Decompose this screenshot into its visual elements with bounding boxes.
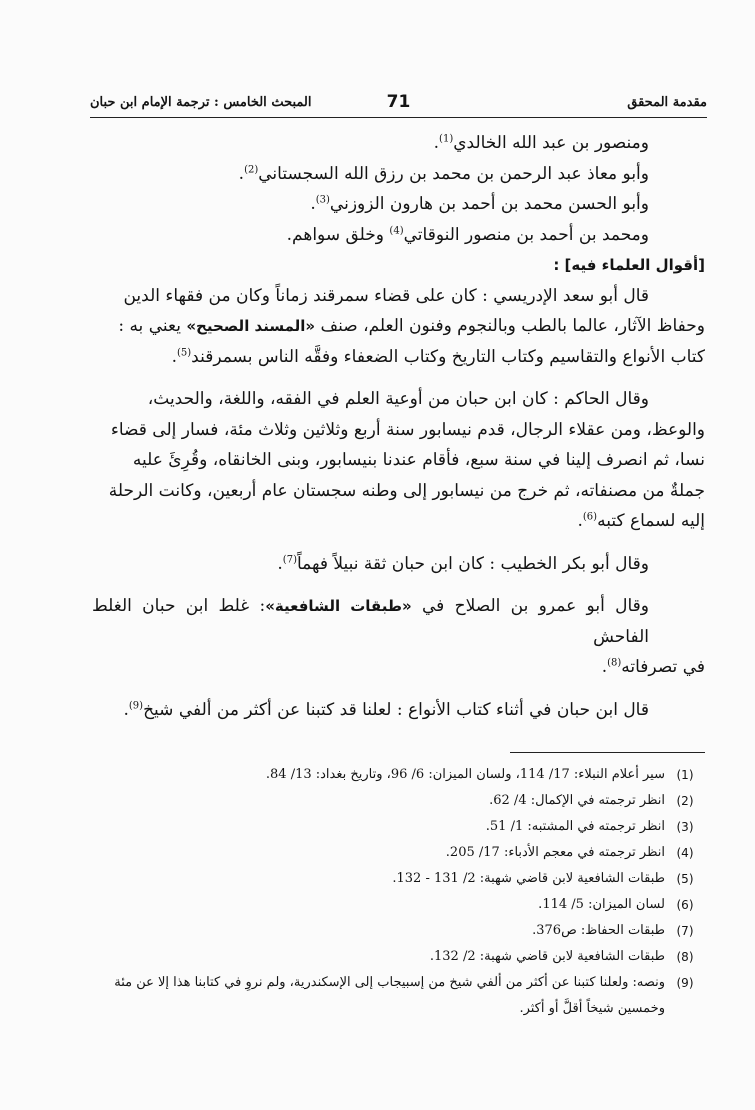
footnote-ref: (3) (315, 194, 330, 206)
text-line: وقال الحاكم : كان ابن حبان من أوعية العلم في الفقه، واللغة، والحديث، (147, 389, 649, 409)
paragraph-ibn-salah (92, 591, 705, 683)
footnote-ref: (8) (607, 657, 622, 669)
footnote: (7) طبقات الحفاظ: ص376. (532, 923, 694, 938)
text-line: وأبو معاذ عبد الرحمن بن محمد بن رزق الله السجستاني$^{(2)}$. (238, 163, 649, 184)
text-line: والوعظ، ومن عقلاء الرجال، قدم نيسابور سنة أربع وثلاثين وثلاث مئة، فسار إلى قضاء (110, 419, 705, 440)
book-title: «طبقات الشافعية» (265, 597, 412, 615)
footnote-ref: (5) (176, 346, 192, 358)
text-line: ومحمد بن أحمد بن منصور النوقاتي$^{(4)}$ وخلق سواهم. (286, 224, 649, 245)
paragraph-khatib: وقال أبو بكر الخطيب : كان ابن حبان ثقة نبيلاً فهماً$^{(7)}$. (277, 553, 649, 574)
footnote: (6) لسان الميزان: 5/ 114. (538, 897, 694, 912)
footnote-ref: (1) (439, 133, 454, 145)
footnote-ref: (7) (282, 553, 297, 565)
text-line: جملةٌ من مصنفاته، ثم خرج من نيسابور إلى وطنه سجستان عام أربعين، وكانت الرحلة (108, 480, 705, 501)
paragraph-ibn-hibban: قال ابن حبان في أثناء كتاب الأنواع : لعلنا قد كتبنا عن أكثر من ألفي شيخ$^{(9)}$. (123, 699, 649, 720)
text-line: في تصرفاته$^{(8)}$. (601, 657, 705, 677)
footnote: (8) طبقات الشافعية لابن قاضي شهبة: 2/ 132. (429, 949, 694, 964)
footnote: (9) ونصه: ولعلنا كتبنا عن أكثر من ألفي شيخ من إسبيجاب إلى الإسكندرية، ولم نروِ في كتابنا هذا إلا عن مئة وخمسين شيخاً أقلَّ أو أكثر. (114, 975, 694, 1016)
footnote-ref: (9) (128, 699, 144, 711)
book-title: «المسند الصحيح» (186, 317, 316, 335)
main-text (92, 128, 705, 725)
footnote-ref: (2) (244, 163, 259, 175)
footnote: (1) سير أعلام النبلاء: 17/ 114، ولسان الميزان: 6/ 96، وتاريخ بغداد: 13/ 84. (265, 767, 694, 782)
footnote-ref: (6) (582, 511, 598, 523)
text-line: وحفاظ الآثار، عالما بالطب وبالنجوم وفنون العلم، صنف «المسند الصحيح» يعني به : (118, 316, 705, 336)
header-chapter-title: المبحث الخامس : ترجمة الإمام ابن حبان (90, 95, 312, 110)
text-line: ومنصور بن عبد الله الخالدي$^{(1)}$. (433, 133, 649, 153)
text-line: كتاب الأنواع والتقاسيم وكتاب التاريخ وكتاب الضعفاء وفقَّه الناس بسمرقند$^{(5)}$. (171, 346, 705, 367)
text-line: قال أبو سعد الإدريسي : كان على قضاء سمرقند زماناً وكان من فقهاء الدين (123, 285, 649, 306)
header-divider (90, 117, 707, 118)
footnote: (5) طبقات الشافعية لابن قاضي شهبة: 2/ 131 - 132. (392, 871, 694, 886)
text-line: نسا، ثم انصرف إلينا في سنة سبع، فأقام عندنا بنيسابور، وبنى الخانقاه، وقُرِئَ عليه (132, 450, 705, 470)
footnote-divider (510, 752, 705, 753)
footnote: (2) انظر ترجمته في الإكمال: 4/ 62. (489, 793, 694, 808)
header-section-title: مقدمة المحقق (627, 95, 707, 110)
footnote: (3) انظر ترجمته في المشتبه: 1/ 51. (485, 819, 694, 834)
text-line: وقال أبو عمرو بن الصلاح في «طبقات الشافعية»: غلط ابن حبان الغلط الفاحش (92, 596, 649, 647)
paragraph-idrisi (92, 281, 705, 373)
running-header (90, 82, 707, 116)
text-line: وأبو الحسن محمد بن أحمد بن هارون الزوزني$^{(3)}$. (310, 194, 649, 214)
section-heading: [أقوال العلماء فيه] : (553, 256, 705, 274)
text-line: إليه لسماع كتبه$^{(6)}$. (577, 511, 705, 531)
footnote-ref: (4) (389, 224, 404, 236)
page-number: 71 (386, 92, 411, 112)
footnotes (92, 762, 705, 1022)
footnote: (4) انظر ترجمته في معجم الأدباء: 17/ 205. (445, 845, 694, 860)
paragraph-hakim (92, 384, 705, 537)
